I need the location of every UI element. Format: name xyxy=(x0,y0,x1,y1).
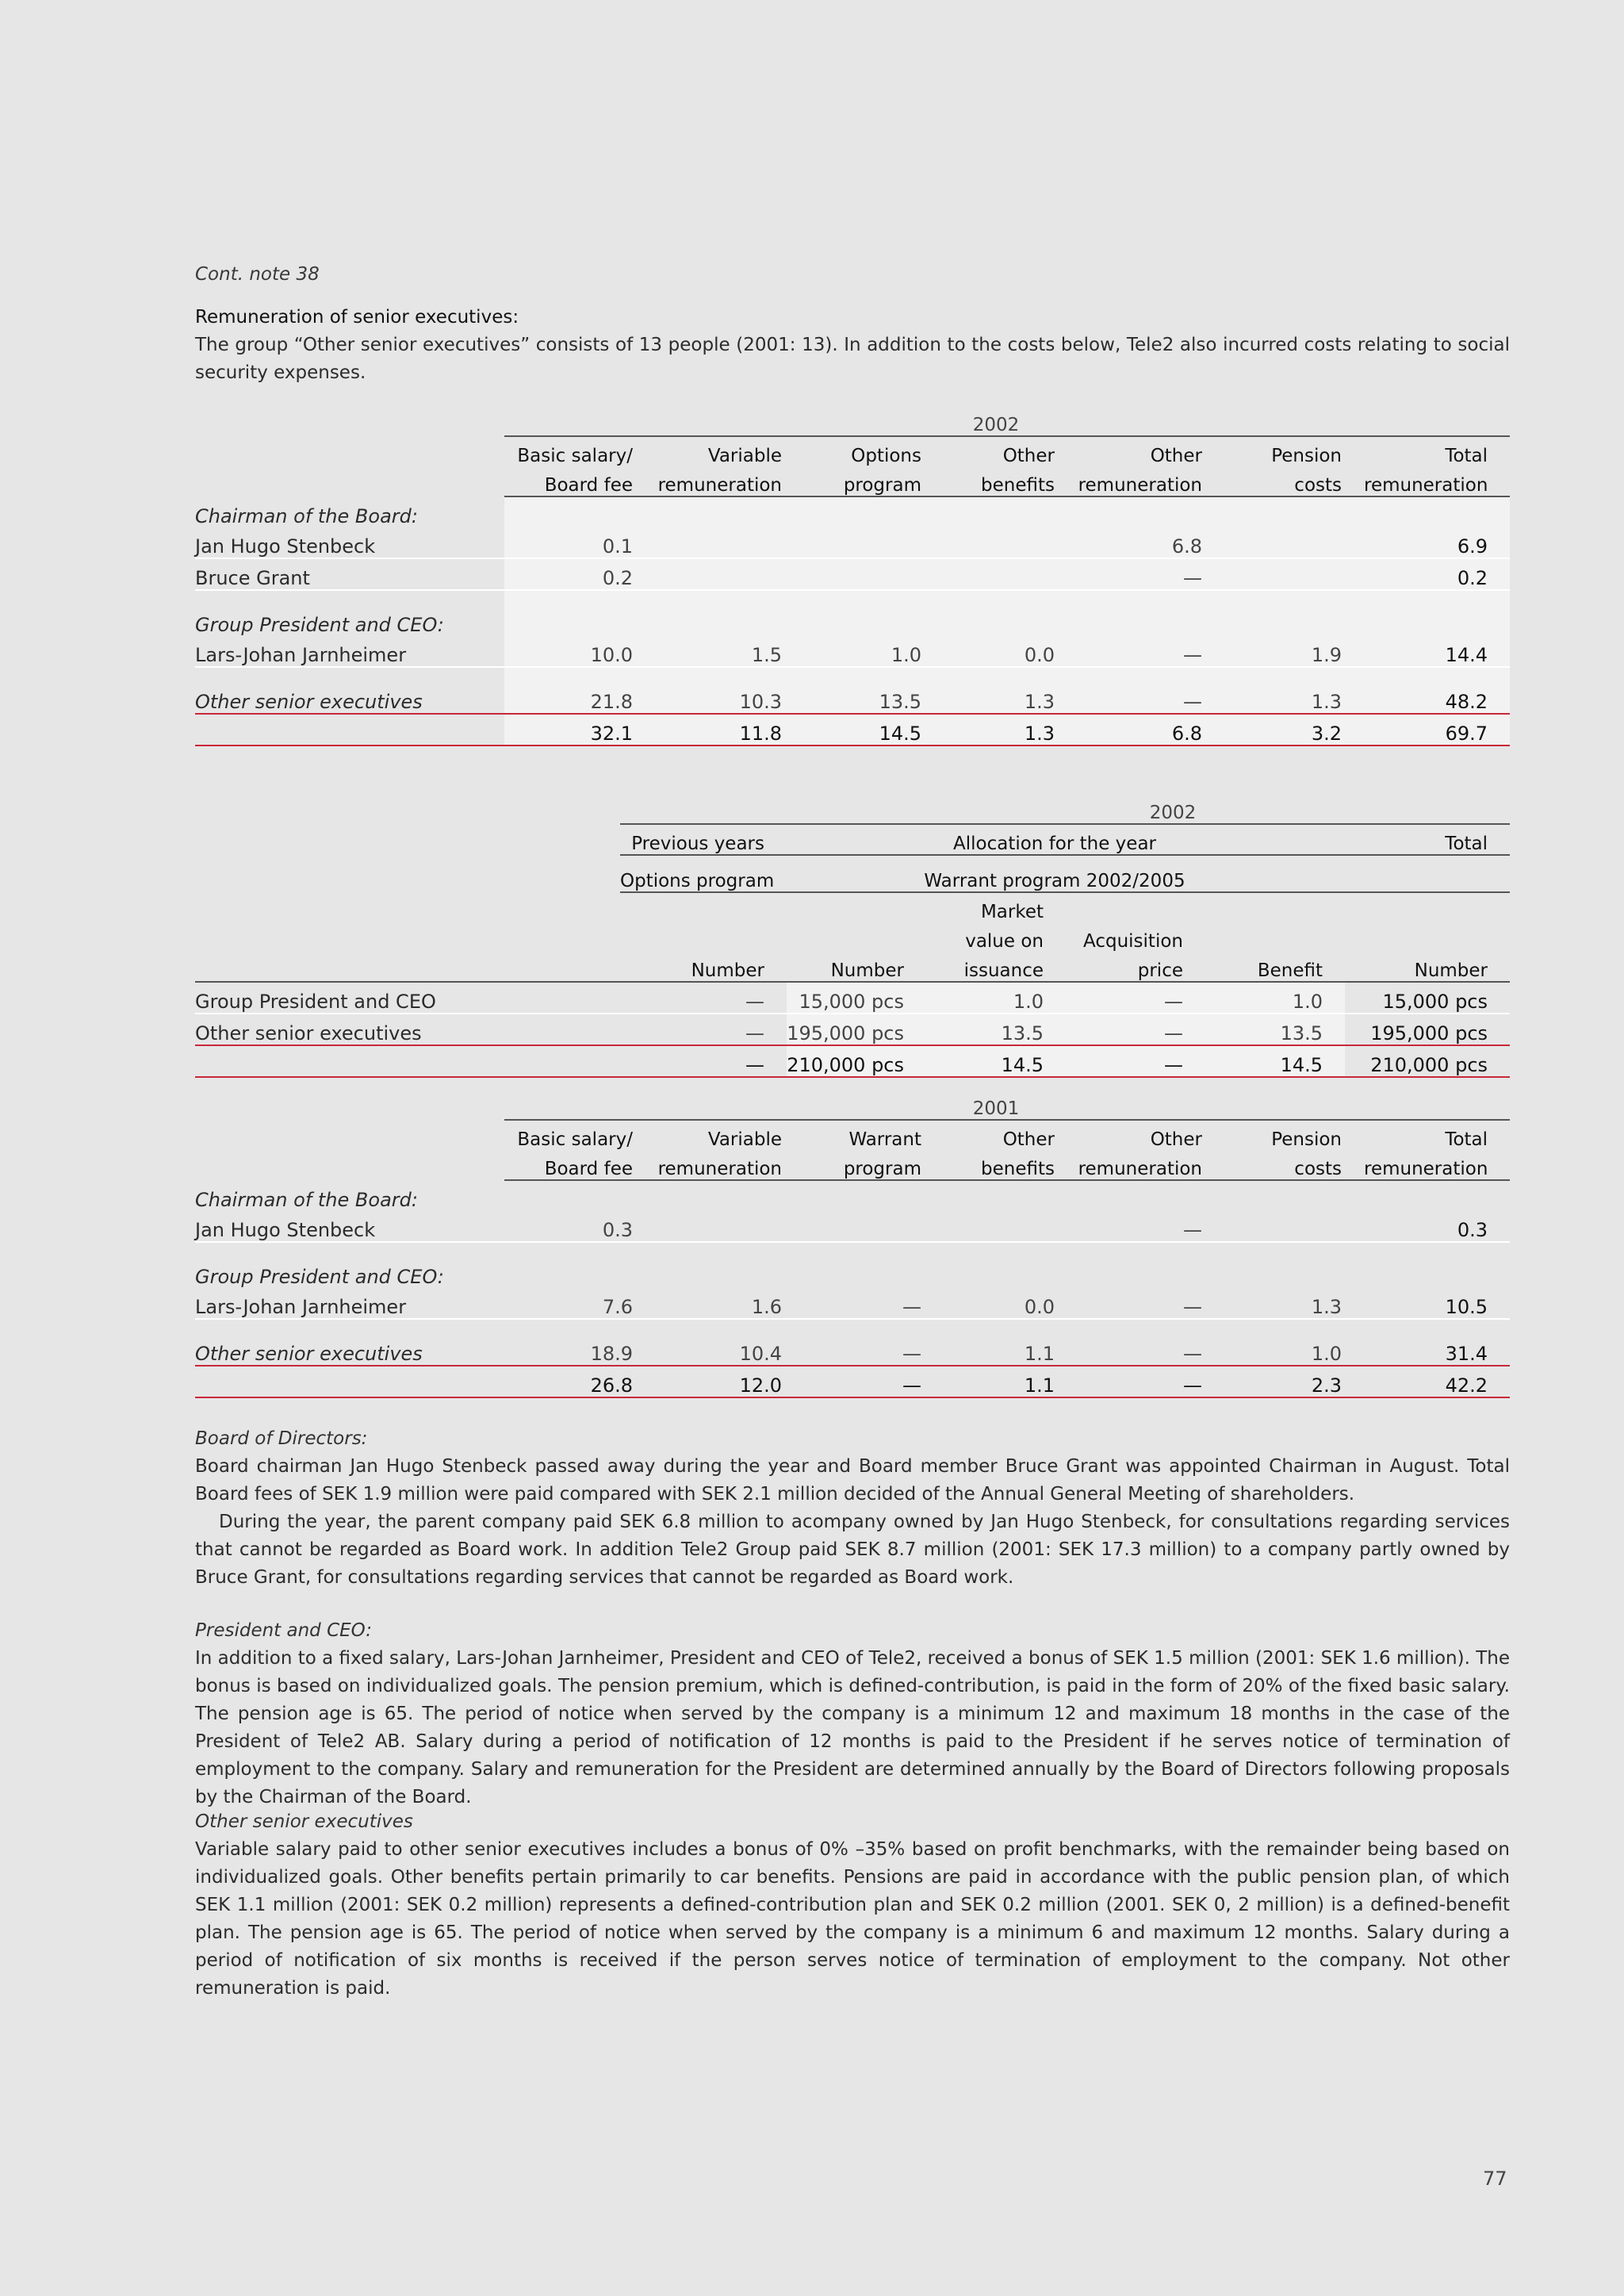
col-header: Basic salary/ xyxy=(517,1129,633,1150)
col-header: Board fee xyxy=(504,466,655,496)
col-header: remuneration xyxy=(1077,1150,1224,1180)
col-header: Pension xyxy=(1271,1129,1342,1150)
col-header: Other xyxy=(1150,446,1202,466)
group-total: Total xyxy=(1345,824,1510,855)
col-header: benefits xyxy=(944,1150,1077,1180)
remuneration-table-2002 xyxy=(195,410,1510,746)
col-header: price xyxy=(1066,952,1205,982)
group-label: Chairman of the Board: xyxy=(195,505,418,527)
col-header: Total xyxy=(1445,1129,1488,1150)
table-row: Jan Hugo Stenbeck 0.3 — 0.3 xyxy=(195,1211,1510,1242)
board-heading: Board of Directors: xyxy=(195,1428,368,1449)
col-header: Variable xyxy=(707,446,782,466)
intro xyxy=(195,304,1510,387)
group-label: Chairman of the Board: xyxy=(195,1189,418,1211)
page-number: 77 xyxy=(1483,2168,1507,2190)
col-header: Variable xyxy=(707,1129,782,1150)
group-label: Group President and CEO: xyxy=(195,1266,444,1288)
col-header: costs xyxy=(1224,1150,1364,1180)
table2-year: 2002 xyxy=(620,798,1510,824)
note-label: Cont. note 38 xyxy=(195,264,320,285)
col-header: Pension xyxy=(1271,446,1342,466)
col-header: remuneration xyxy=(655,466,804,496)
president-section xyxy=(195,1617,1510,1811)
table-row: Other senior executives 18.9 10.4 — 1.1 — 1.0 31.4 xyxy=(195,1319,1510,1366)
col-header: remuneration xyxy=(1077,466,1224,496)
table-row: Bruce Grant 0.2 — 0.2 xyxy=(195,558,1510,590)
intro-text: The group “Other senior executives” consists of 13 people (2001: 13). In addition to the costs below, Tele2 also incurred costs relating to social security expenses. xyxy=(195,335,1510,383)
table-row: Lars-Johan Jarnheimer 10.0 1.5 1.0 0.0 — 1.9 14.4 xyxy=(195,636,1510,667)
intro-heading: Remuneration of senior executives: xyxy=(195,307,519,328)
col-header: value on xyxy=(965,931,1044,952)
col-header: Other xyxy=(1002,1129,1055,1150)
col-header: Number xyxy=(620,952,787,982)
board-paragraph-2: During the year, the parent company paid SEK 6.8 million to acompany owned by Jan Hugo Stenbeck, for consultations regarding services that cannot be regarded as Board work. In addition Tele2 Group paid SEK 8.7 million (2001: SEK 17.3 million) to a company partly owned by Bruce Grant, for consultations regarding services that cannot be regarded as Board work. xyxy=(195,1512,1510,1588)
president-heading: President and CEO: xyxy=(195,1620,372,1641)
other-executives-heading: Other senior executives xyxy=(195,1811,413,1832)
col-header: Warrant xyxy=(848,1129,921,1150)
col-header: benefits xyxy=(944,466,1077,496)
col-header: issuance xyxy=(926,952,1066,982)
board-paragraph-1: Board chairman Jan Hugo Stenbeck passed away during the year and Board member Bruce Grant was appointed Chairman in August. Total Board fees of SEK 1.9 million were paid compared with SEK 2.1 million decided of the Annual General Meeting of shareholders. xyxy=(195,1456,1510,1504)
col-header: remuneration xyxy=(1364,466,1510,496)
table-total-row: 26.8 12.0 — 1.1 — 2.3 42.2 xyxy=(195,1366,1510,1397)
table-row: Group President and CEO — 15,000 pcs 1.0 — 1.0 15,000 pcs xyxy=(195,982,1510,1014)
table-total-row: — 210,000 pcs 14.5 — 14.5 210,000 pcs xyxy=(195,1045,1510,1077)
table1-year: 2002 xyxy=(504,410,1510,436)
group-previous-years: Previous years xyxy=(620,824,787,855)
col-header: Basic salary/ xyxy=(517,446,633,466)
col-header: program xyxy=(804,1150,944,1180)
col-header: remuneration xyxy=(655,1150,804,1180)
sub-options-program: Options program xyxy=(620,862,787,892)
group-allocation: Allocation for the year xyxy=(787,824,1345,855)
col-header: remuneration xyxy=(1364,1150,1510,1180)
table3-year: 2001 xyxy=(504,1094,1510,1120)
col-header: Options xyxy=(851,446,921,466)
col-header: program xyxy=(804,466,944,496)
col-header: Number xyxy=(1345,952,1510,982)
remuneration-table-2001 xyxy=(195,1094,1510,1398)
col-header: Board fee xyxy=(504,1150,655,1180)
other-executives-paragraph: Variable salary paid to other senior executives includes a bonus of 0% –35% based on profit benchmarks, with the remainder being based on individualized goals. Other benefits pertain primarily to car benefits. Pensions are paid in accordance with the public pension plan, of which SEK 1.1 million (2001: SEK 0.2 million) represents a defined-contribution plan and SEK 0.2 million (2001. SEK 0, 2 million) is a defined-benefit plan. The pension age is 65. The period of notice when served by the company is a minimum 6 and maximum 12 months. Salary during a period of notification of six months is received if the person serves notice of termination of employment to the company. Not other remuneration is paid. xyxy=(195,1839,1510,1999)
table-total-row: 32.1 11.8 14.5 1.3 6.8 3.2 69.7 xyxy=(195,714,1510,746)
col-header: Number xyxy=(787,952,926,982)
col-header: Acquisition xyxy=(1083,931,1183,952)
col-header: Other xyxy=(1002,446,1055,466)
sub-warrant-program: Warrant program 2002/2005 xyxy=(787,862,1345,892)
table-row: Other senior executives 21.8 10.3 13.5 1.3 — 1.3 48.2 xyxy=(195,667,1510,714)
board-section xyxy=(195,1425,1510,1592)
col-header: Other xyxy=(1150,1129,1202,1150)
group-label: Group President and CEO: xyxy=(195,614,444,636)
other-executives-section xyxy=(195,1808,1510,2003)
warrant-table-2002 xyxy=(195,798,1510,1078)
president-paragraph: In addition to a fixed salary, Lars-Johan Jarnheimer, President and CEO of Tele2, received a bonus of SEK 1.5 million (2001: SEK 1.6 million). The bonus is based on individualized goals. The pension premium, which is defined-contribution, is paid in the form of 20% of the fixed basic salary. The pension age is 65. The period of notice when served by the company is a minimum 12 and maximum 18 months in the case of the President of Tele2 AB. Salary during a period of notification of 12 months is paid to the President if he serves notice of termination of employment to the company. Salary and remuneration for the President are determined annually by the Board of Directors following proposals by the Chairman of the Board. xyxy=(195,1648,1510,1807)
col-header: costs xyxy=(1224,466,1364,496)
col-header: Total xyxy=(1445,446,1488,466)
col-header: Benefit xyxy=(1205,952,1345,982)
table-row: Jan Hugo Stenbeck 0.1 6.8 6.9 xyxy=(195,527,1510,558)
table-row: Other senior executives — 195,000 pcs 13.5 — 13.5 195,000 pcs xyxy=(195,1014,1510,1045)
table-row: Lars-Johan Jarnheimer 7.6 1.6 — 0.0 — 1.3 10.5 xyxy=(195,1288,1510,1319)
col-header: Market xyxy=(980,902,1044,922)
